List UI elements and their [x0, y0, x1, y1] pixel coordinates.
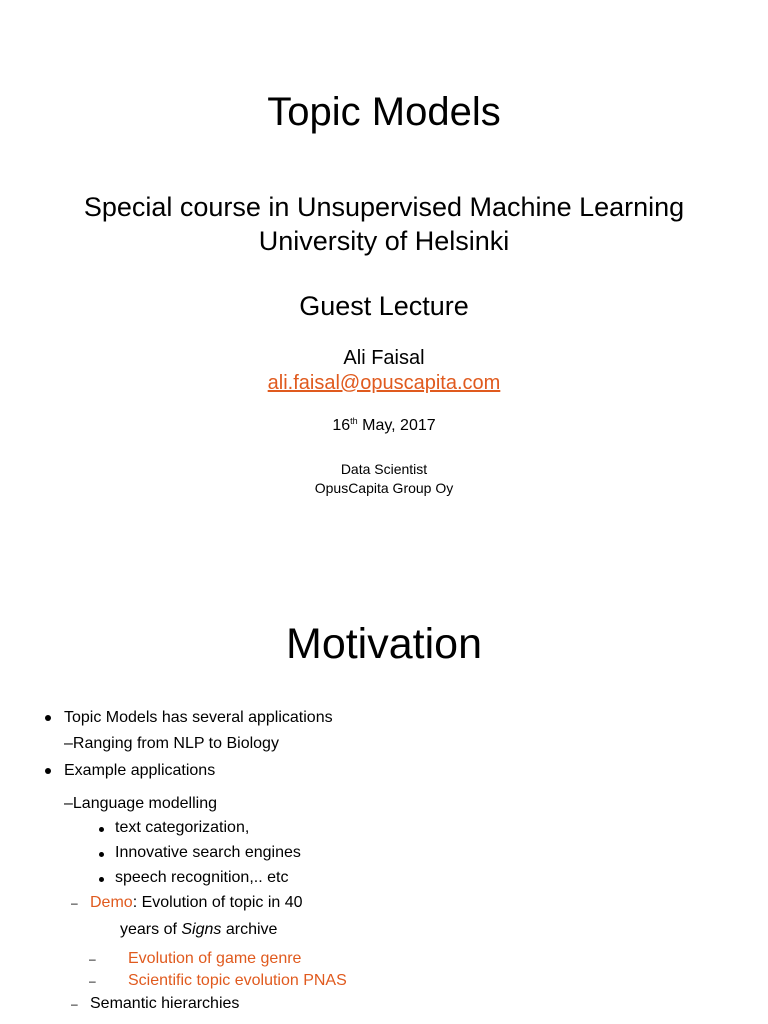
- bullet-2-sub: –Language modelling: [64, 795, 218, 812]
- demo-line-2: [120, 921, 277, 939]
- demo-link[interactable]: Demo: [90, 894, 133, 911]
- semantic-hierarchies: Semantic hierarchies: [90, 995, 240, 1012]
- motivation-title: Motivation: [286, 620, 482, 668]
- bullet-1-text: Topic Models has several applications: [64, 709, 333, 726]
- bullet-dot-1: [45, 715, 51, 721]
- lm-item-2: Innovative search engines: [115, 844, 301, 861]
- demo-line: [90, 894, 303, 912]
- lm-item-3: speech recognition,.. etc: [115, 869, 289, 886]
- lm-dot-1: [99, 827, 104, 832]
- lm-dot-2: [99, 852, 104, 857]
- demo-text2-pre: years of: [120, 921, 182, 938]
- bullet-2-text: Example applications: [64, 762, 216, 779]
- lecture-date: [0, 417, 768, 435]
- date-day: 16: [332, 417, 351, 434]
- author-company: OpusCapita Group Oy: [314, 480, 454, 496]
- author-name: Ali Faisal: [343, 347, 425, 369]
- pnas-link[interactable]: Scientific topic evolution PNAS: [128, 972, 347, 989]
- semantic-dash: –: [71, 997, 78, 1011]
- demo-text2-post: archive: [221, 921, 278, 938]
- author-email-container: [0, 372, 768, 395]
- date-suffix: th: [350, 416, 358, 426]
- lecture-type: Guest Lecture: [299, 291, 469, 321]
- lm-item-1: text categorization,: [115, 819, 250, 836]
- bullet-dot-2: [45, 768, 51, 774]
- demo-text: : Evolution of topic in 40: [132, 894, 303, 911]
- lm-dot-3: [99, 877, 104, 882]
- course-line-2: University of Helsinki: [258, 226, 510, 256]
- course-line-1: Special course in Unsupervised Machine Learning: [83, 192, 685, 222]
- date-rest: May, 2017: [357, 417, 436, 434]
- author-role: Data Scientist: [340, 461, 428, 477]
- author-email-link[interactable]: ali.faisal@opuscapita.com: [267, 372, 501, 394]
- demo-dash: –: [71, 896, 78, 910]
- sub-link-dash-2: –: [89, 974, 96, 988]
- game-genre-link[interactable]: Evolution of game genre: [128, 950, 302, 967]
- sub-link-dash-1: –: [89, 952, 96, 966]
- bullet-1-sub: –Ranging from NLP to Biology: [64, 735, 279, 752]
- slide-title: Topic Models: [267, 90, 501, 134]
- demo-text2-italic: Signs: [181, 921, 222, 938]
